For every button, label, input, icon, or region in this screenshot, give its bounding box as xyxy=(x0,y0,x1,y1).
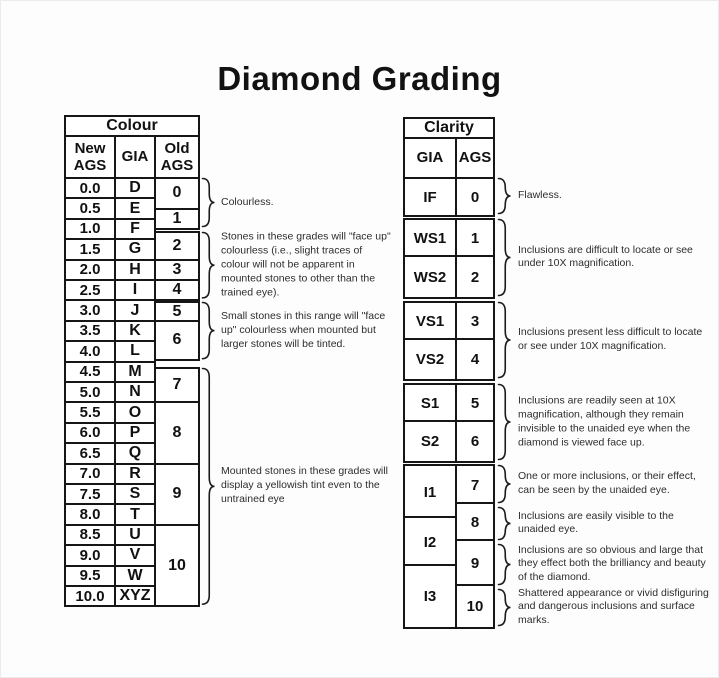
colour-new-ags-value: 9.5 xyxy=(64,565,116,587)
clarity-gia-cell: VS1 xyxy=(403,301,457,342)
clarity-ags-cell: 10 xyxy=(455,584,495,629)
colour-group-brace xyxy=(201,367,216,606)
clarity-annotation-text: Shattered appearance or vivid disfiguring and dangerous inclusions and surface marks. xyxy=(518,586,709,627)
clarity-ags-cell: 3 xyxy=(455,301,495,342)
clarity-ags-cell: 2 xyxy=(455,255,495,299)
curly-brace-icon xyxy=(497,218,512,297)
colour-gia-value: U xyxy=(114,524,156,546)
clarity-gia-cell: WS1 xyxy=(403,218,457,259)
colour-gia-value: M xyxy=(114,361,156,383)
colour-old-ags-cell: 5 xyxy=(154,301,200,321)
colour-gia-value: I xyxy=(114,279,156,301)
colour-new-ags-value: 1.0 xyxy=(64,218,116,240)
colour-new-ags-value: 4.5 xyxy=(64,361,116,383)
clarity-group-brace xyxy=(497,543,512,586)
clarity-group-brace xyxy=(497,464,512,504)
clarity-ags-cell: 1 xyxy=(455,218,495,259)
colour-old-ags-cell: 3 xyxy=(154,259,200,281)
curly-brace-icon xyxy=(201,301,216,360)
clarity-group-brace xyxy=(497,218,512,297)
colour-old-ags-cell: 9 xyxy=(154,463,200,526)
colour-new-ags-value: 5.0 xyxy=(64,381,116,403)
colour-new-ags-value: 4.0 xyxy=(64,340,116,362)
colour-group-brace xyxy=(201,177,216,228)
clarity-group-brace xyxy=(497,301,512,379)
colour-new-ags-value: 5.5 xyxy=(64,401,116,423)
colour-gia-value: J xyxy=(114,299,156,321)
clarity-annotation-text: Inclusions are readily seen at 10X magnification, although they remain invisible to the unaided eye when the diamond is viewed face up. xyxy=(518,394,691,448)
clarity-gia-cell: I1 xyxy=(403,464,457,520)
colour-gia-value: R xyxy=(114,463,156,485)
curly-brace-icon xyxy=(497,301,512,379)
colour-table xyxy=(64,115,204,612)
colour-old-ags-cell: 1 xyxy=(154,208,200,230)
clarity-group-brace xyxy=(497,383,512,461)
colour-new-ags-value: 7.0 xyxy=(64,463,116,485)
page-title: Diamond Grading xyxy=(217,60,502,97)
clarity-annotation-text: Flawless. xyxy=(518,189,562,202)
clarity-annotation-text: Inclusions are easily visible to the unaided eye. xyxy=(518,509,674,536)
clarity-annotation-text: Inclusions are difficult to locate or see under 10X magnification. xyxy=(518,243,693,270)
colour-new-ags-value: 8.5 xyxy=(64,524,116,546)
clarity-table-title: Clarity xyxy=(403,117,495,139)
colour-header-old-ags: Old AGS xyxy=(154,135,200,179)
colour-annotation-text: Colourless. xyxy=(221,195,274,208)
colour-gia-value: V xyxy=(114,544,156,566)
colour-new-ags-value: 3.5 xyxy=(64,320,116,342)
curly-brace-icon xyxy=(201,231,216,299)
clarity-gia-cell: VS2 xyxy=(403,338,457,381)
clarity-annotation-text: Inclusions are so obvious and large that they effect both the brilliancy and beauty of the diamond. xyxy=(518,543,706,584)
colour-group-brace xyxy=(201,231,216,299)
colour-new-ags-value: 8.0 xyxy=(64,503,116,525)
colour-old-ags-cell: 8 xyxy=(154,401,200,464)
colour-new-ags-value: 0.5 xyxy=(64,197,116,219)
colour-old-ags-cell: 10 xyxy=(154,524,200,608)
colour-new-ags-value: 10.0 xyxy=(64,585,116,607)
colour-old-ags-cell: 6 xyxy=(154,320,200,361)
colour-new-ags-value: 9.0 xyxy=(64,544,116,566)
colour-new-ags-value: 3.0 xyxy=(64,299,116,321)
colour-gia-value: D xyxy=(114,177,156,199)
colour-new-ags-value: 6.0 xyxy=(64,422,116,444)
colour-annotation-text: Stones in these grades will "face up" colourless (i.e., slight traces of colour will not be apparent in mounted stones to other than the trained eye). xyxy=(221,230,391,299)
colour-header-gia: GIA xyxy=(114,135,156,179)
clarity-annotation-text: Inclusions present less difficult to locate or see under 10X magnification. xyxy=(518,326,703,352)
colour-gia-value: H xyxy=(114,259,156,281)
colour-old-ags-cell: 2 xyxy=(154,231,200,261)
colour-gia-value: W xyxy=(114,565,156,587)
clarity-ags-cell: 7 xyxy=(455,464,495,506)
curly-brace-icon xyxy=(497,177,512,215)
colour-table-title: Colour xyxy=(64,115,200,137)
colour-old-ags-cell: 4 xyxy=(154,279,200,301)
colour-annotation-text: Mounted stones in these grades will display a yellowish tint even to the untrained eye xyxy=(221,465,388,505)
clarity-gia-cell: WS2 xyxy=(403,255,457,299)
clarity-group-brace xyxy=(497,588,512,627)
clarity-ags-cell: 5 xyxy=(455,383,495,424)
colour-gia-value: T xyxy=(114,503,156,525)
colour-old-ags-cell: 7 xyxy=(154,367,200,404)
colour-annotation-text: Small stones in this range will "face up" colourless when mounted but larger stones will be tinted. xyxy=(221,310,386,350)
colour-new-ags-value: 0.0 xyxy=(64,177,116,199)
colour-new-ags-value: 6.5 xyxy=(64,442,116,464)
clarity-header-gia: GIA xyxy=(403,137,457,179)
clarity-group-brace xyxy=(497,177,512,215)
curly-brace-icon xyxy=(497,506,512,541)
colour-gia-value: G xyxy=(114,238,156,260)
curly-brace-icon xyxy=(201,367,216,606)
colour-gia-value: N xyxy=(114,381,156,403)
clarity-group-brace xyxy=(497,506,512,541)
colour-group-brace xyxy=(201,301,216,360)
colour-gia-value: O xyxy=(114,401,156,423)
colour-new-ags-value: 1.5 xyxy=(64,238,116,260)
colour-new-ags-value: 7.5 xyxy=(64,483,116,505)
colour-gia-value: P xyxy=(114,422,156,444)
clarity-ags-cell: 9 xyxy=(455,539,495,588)
curly-brace-icon xyxy=(497,383,512,461)
curly-brace-icon xyxy=(497,464,512,504)
colour-gia-value: XYZ xyxy=(114,585,156,607)
clarity-gia-cell: I2 xyxy=(403,516,457,568)
clarity-header-ags: AGS xyxy=(455,137,495,179)
colour-gia-value: Q xyxy=(114,442,156,464)
curly-brace-icon xyxy=(497,543,512,586)
clarity-annotation-text: One or more inclusions, or their effect, can be seen by the unaided eye. xyxy=(518,470,696,496)
clarity-table xyxy=(403,117,499,631)
colour-gia-value: S xyxy=(114,483,156,505)
colour-old-ags-cell: 0 xyxy=(154,177,200,210)
clarity-ags-cell: 4 xyxy=(455,338,495,381)
colour-gia-value: E xyxy=(114,197,156,219)
colour-header-new-ags: New AGS xyxy=(64,135,116,179)
colour-new-ags-value: 2.5 xyxy=(64,279,116,301)
curly-brace-icon xyxy=(497,588,512,627)
clarity-gia-cell: IF xyxy=(403,177,457,217)
colour-gia-value: K xyxy=(114,320,156,342)
colour-gia-value: F xyxy=(114,218,156,240)
clarity-ags-cell: 0 xyxy=(455,177,495,217)
clarity-gia-cell: S2 xyxy=(403,420,457,463)
clarity-ags-cell: 8 xyxy=(455,502,495,543)
colour-gia-value: L xyxy=(114,340,156,362)
colour-new-ags-value: 2.0 xyxy=(64,259,116,281)
curly-brace-icon xyxy=(201,177,216,228)
clarity-gia-cell: S1 xyxy=(403,383,457,424)
clarity-gia-cell: I3 xyxy=(403,564,457,629)
clarity-ags-cell: 6 xyxy=(455,420,495,463)
